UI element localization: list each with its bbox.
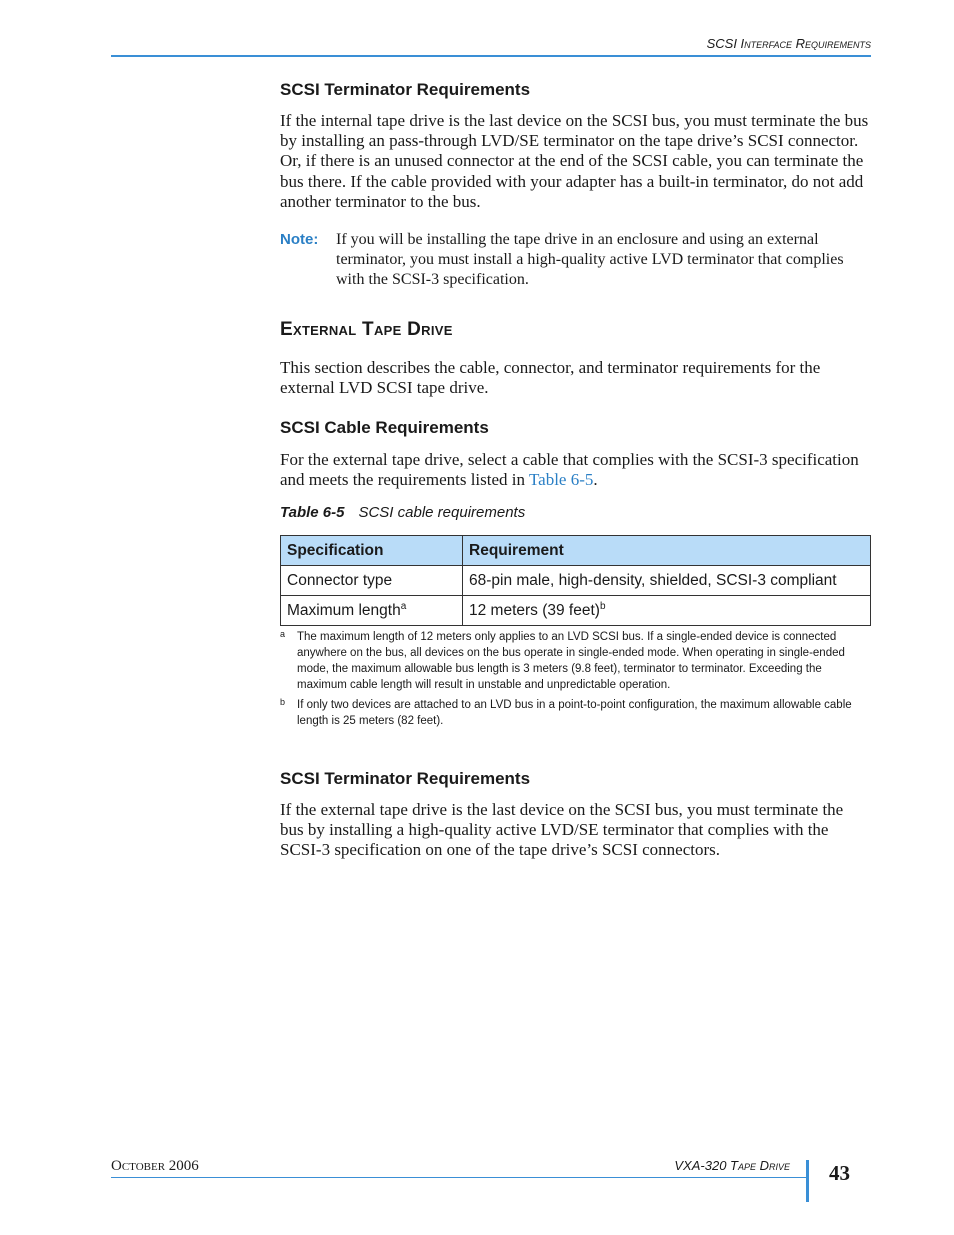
cable-paragraph (280, 450, 870, 490)
table-row (281, 566, 871, 596)
table-caption (280, 504, 525, 521)
running-header: SCSI Interface Requirements (706, 36, 871, 51)
footer-rule (111, 1177, 808, 1178)
note-text: If you will be installing the tape drive in an enclosure and using an external terminator, you must install a high-quality active LVD terminator that complies with the SCSI-3 specification. (336, 231, 844, 288)
table-header-requirement: Requirement (463, 536, 871, 566)
footnote-mark: b (280, 697, 286, 707)
footnote-text: The maximum length of 12 meters only applies to an LVD SCSI bus. If a single-ended device is connected anywhere on the bus, all devices on the bus operate in single-ended mode. When operating in single-ended mode, the maximum allowable bus length is 3 meters (9.8 feet), terminator to terminator. Exceeding the maximum cable length will result in unstable and unpredictable operation. (297, 631, 845, 691)
table-reference-link[interactable]: Table 6-5 (528, 470, 594, 490)
table-cell-req (463, 566, 871, 596)
table-caption-title: SCSI cable requirements (358, 504, 526, 521)
cable-requirements-table (280, 535, 871, 626)
footnote-mark: a (280, 629, 286, 639)
table-cell-spec (281, 596, 463, 626)
footnote-ref-b[interactable]: b (599, 600, 606, 612)
footnote-text: If only two devices are attached to an LVD bus in a point-to-point configuration, the maximum allowable cable length is 25 meters (82 feet). (297, 699, 852, 727)
external-intro-paragraph: This section describes the cable, connector, and terminator requirements for the external LVD SCSI tape drive. (280, 358, 821, 398)
table-caption-number: Table 6-5 (280, 504, 345, 521)
table-cell-req (463, 596, 871, 626)
spec-text: Connector type (287, 571, 393, 589)
table-header-specification: Specification (281, 536, 463, 566)
footer-doc-title: VXA-320 Tape Drive (674, 1158, 790, 1173)
internal-terminator-section (280, 80, 870, 100)
subhead-internal-terminator: SCSI Terminator Requirements (280, 80, 531, 99)
table-header-row (281, 536, 871, 566)
req-text: 68-pin male, high-density, shielded, SCSI-3 compliant (469, 571, 837, 589)
footnote-ref-a[interactable]: a (400, 600, 407, 612)
req-text: 12 meters (39 feet) (469, 601, 600, 619)
footer-vertical-bar (806, 1160, 809, 1202)
cable-paragraph-text: For the external tape drive, select a cable that complies with the SCSI-3 specification and meets the requirements listed in (280, 450, 859, 490)
page-number: 43 (829, 1161, 850, 1185)
spec-text: Maximum length (287, 601, 401, 619)
table-cell-spec (281, 566, 463, 596)
table-row (281, 596, 871, 626)
footer-date: October 2006 (111, 1158, 199, 1174)
note-label: Note: (280, 231, 319, 248)
subhead-cable-requirements: SCSI Cable Requirements (280, 418, 489, 437)
header-rule (111, 55, 871, 57)
external-terminator-paragraph: If the external tape drive is the last device on the SCSI bus, you must terminate the bus by installing a high-quality active LVD/SE terminator that complies with the SCSI-3 specification on one of the tape drive’s SCSI connectors. (280, 800, 844, 860)
cable-paragraph-end: . (593, 470, 598, 490)
section-heading-external-tape-drive: External Tape Drive (280, 319, 453, 340)
subhead-external-terminator: SCSI Terminator Requirements (280, 769, 531, 788)
internal-terminator-paragraph: If the internal tape drive is the last device on the SCSI bus, you must terminate the bus by installing an pass-through LVD/SE terminator on the tape drive’s SCSI connector. Or, if there is an unused connector at the end of the SCSI cable, you can terminate the bus there. If the cable provided with your adapter has a built-in terminator, do not add another terminator to the bus. (280, 111, 869, 211)
